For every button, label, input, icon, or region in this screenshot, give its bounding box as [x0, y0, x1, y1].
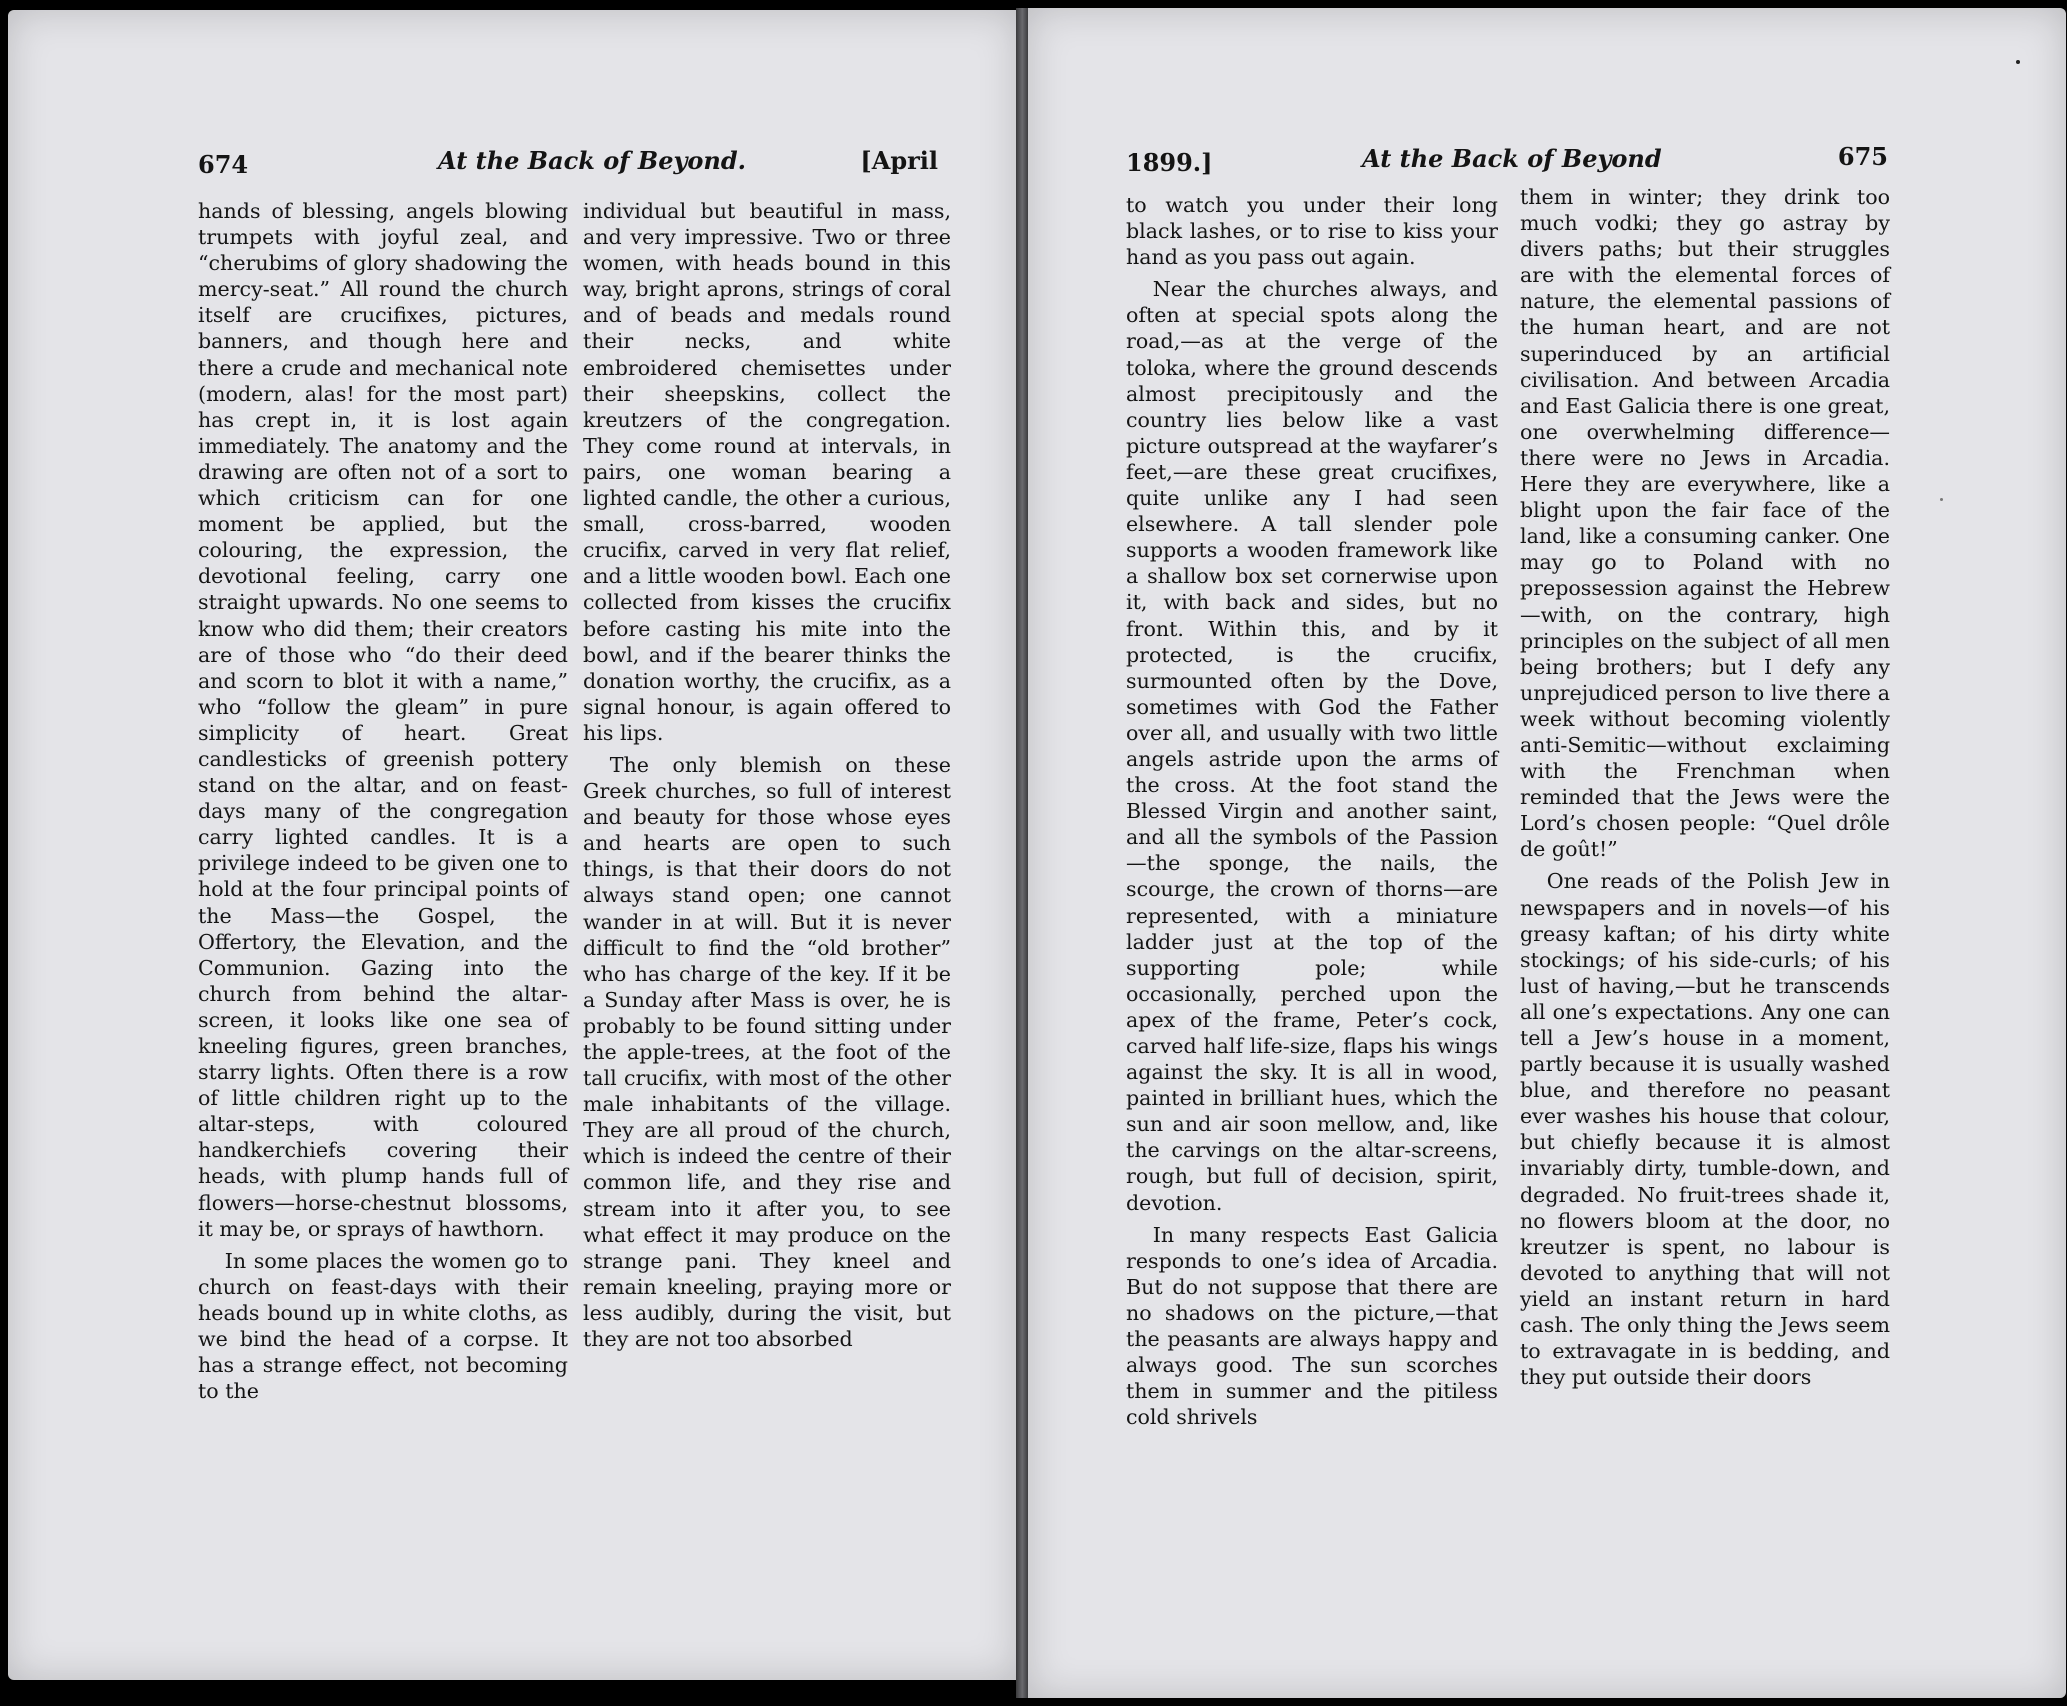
right-page [1028, 8, 2066, 1698]
paragraph: to watch you under their long black lashes, or to rise to kiss your hand as you pass out again. [1126, 193, 1498, 270]
left-running-title: At the Back of Beyond. [438, 146, 747, 175]
paragraph: them in winter; they drink too much vodki; they go astray by divers paths; but their struggles are with the elemental forces of nature, the elemental passions of the human heart, and are not superinduced by an artificial civilisation. And between Arcadia and East Galicia there is one great, one overwhelming difference—there were no Jews in Arcadia. Here they are everywhere, like a blight upon the fair face of the land, like a consuming canker. One may go to Poland with no prepossession against the Hebrew—with, on the contrary, high principles on the subject of all men being brothers; but I defy any unprejudiced person to live there a week without becoming violently anti-Semitic—without exclaiming with the Frenchman when reminded that the Jews were the Lord’s chosen people: “Quel drôle de goût!” [1520, 185, 1890, 862]
paragraph: Near the churches always, and often at special spots along the road,—as at the verge of the toloka, where the ground descends almost precipitously and the country lies below like a vast picture outspread at the wayfarer’s feet,—are these great crucifixes, quite unlike any I had seen elsewhere. A tall slender pole supports a wooden framework like a shallow box set cornerwise upon it, with back and sides, but no front. Within this, and by it protected, is the crucifix, surmounted often by the Dove, sometimes with God the Father over all, and usually with two little angels astride upon the arms of the cross. At the foot stand the Blessed Virgin and another saint, and all the symbols of the Passion—the sponge, the nails, the scourge, the crown of thorns—are represented, with a miniature ladder just at the top of the supporting pole; while occasionally, perched upon the apex of the frame, Peter’s cock, carved half life-size, flaps his wings against the sky. It is all in wood, painted in brilliant hues, which the sun and air soon mellow, and, like the carvings on the altar-screens, rough, but full of decision, spirit, devotion. [1126, 277, 1498, 1215]
left-column-1 [198, 198, 568, 1404]
paragraph: The only blemish on these Greek churches, so full of interest and beauty for those whose eyes and hearts are open to such things, is that their doors do not always stand open; one cannot wander in at will. But it is never difficult to find the “old brother” who has charge of the key. If it be a Sunday after Mass is over, he is probably to be found sitting under the apple-trees, at the foot of the tall crucifix, with most of the other male inhabitants of the village. They are all proud of the church, which is indeed the centre of their common life, and they rise and stream into it after you, to see what effect it may produce on the strange pani. They kneel and remain kneeling, praying more or less audibly, during the visit, but they are not too absorbed [583, 752, 951, 1352]
left-page [8, 10, 1018, 1680]
left-column-2 [583, 198, 951, 1352]
paragraph: hands of blessing, angels blowing trumpets with joyful zeal, and “cherubims of glory shadowing the mercy-seat.” All round the church itself are crucifixes, pictures, banners, and though here and there a crude and mechanical note (modern, alas! for the most part) has crept in, it is lost again immediately. The anatomy and the drawing are often not of a sort to which criticism can for one moment be applied, but the colouring, the expression, the devotional feeling, carry one straight upwards. No one seems to know who did them; their creators are of those who “do their deed and scorn to blot it with a name,” who “follow the gleam” in pure simplicity of heart. Great candlesticks of greenish pottery stand on the altar, and on feast-days many of the congregation carry lighted candles. It is a privilege indeed to be given one to hold at the four principal points of the Mass—the Gospel, the Offertory, the Elevation, and the Communion. Gazing into the church from behind the altar-screen, it looks like one sea of kneeling figures, green branches, starry lights. Often there is a row of little children right up to the altar-steps, with coloured handkerchiefs covering their heads, with plump hands full of flowers—horse-chestnut blossoms, it may be, or sprays of hawthorn. [198, 199, 568, 1241]
left-page-month: [April [860, 146, 938, 175]
right-page-year: 1899.] [1126, 148, 1213, 177]
paragraph: One reads of the Polish Jew in newspapers and in novels—of his greasy kaftan; of his dirty white stockings; of his side-curls; of his lust of having,—but he transcends all one’s expectations. Any one can tell a Jew’s house in a moment, partly because it is usually washed blue, and therefore no peasant ever washes his house that colour, but chiefly because it is almost invariably dirty, tumble-down, and degraded. No fruit-trees shade it, no flowers bloom at the door, no kreutzer is spent, no labour is devoted to anything that will not yield an instant return in hard cash. The only thing the Jews seem to extravagate in is bedding, and they put outside their doors [1520, 869, 1890, 1390]
right-running-title: At the Back of Beyond [1362, 144, 1662, 173]
dust-speck [2016, 60, 2020, 64]
paragraph: In some places the women go to church on feast-days with their heads bound up in white cloths, as we bind the head of a corpse. It has a strange effect, not becoming to the [198, 1248, 568, 1404]
paragraph: In many respects East Galicia responds to one’s idea of Arcadia. But do not suppose that there are no shadows on the picture,—that the peasants are always happy and always good. The sun scorches them in summer and the pitiless cold shrivels [1126, 1222, 1498, 1430]
right-column-2 [1520, 184, 1890, 1390]
right-page-number: 675 [1837, 142, 1888, 171]
paragraph: individual but beautiful in mass, and very impressive. Two or three women, with heads bound in this way, bright aprons, strings of coral and of beads and medals round their necks, and white embroidered chemisettes under their sheepskins, collect the kreutzers of the congregation. They come round at intervals, in pairs, one woman bearing a lighted candle, the other a curious, small, cross-barred, wooden crucifix, carved in very flat relief, and a little wooden bowl. Each one collected from kisses the crucifix before casting his mite into the bowl, and if the bearer thinks the donation worthy, the crucifix, as a signal honour, is again offered to his lips. [583, 199, 951, 745]
dust-speck [1940, 498, 1943, 501]
left-page-number: 674 [198, 150, 249, 179]
right-column-1 [1126, 192, 1498, 1430]
